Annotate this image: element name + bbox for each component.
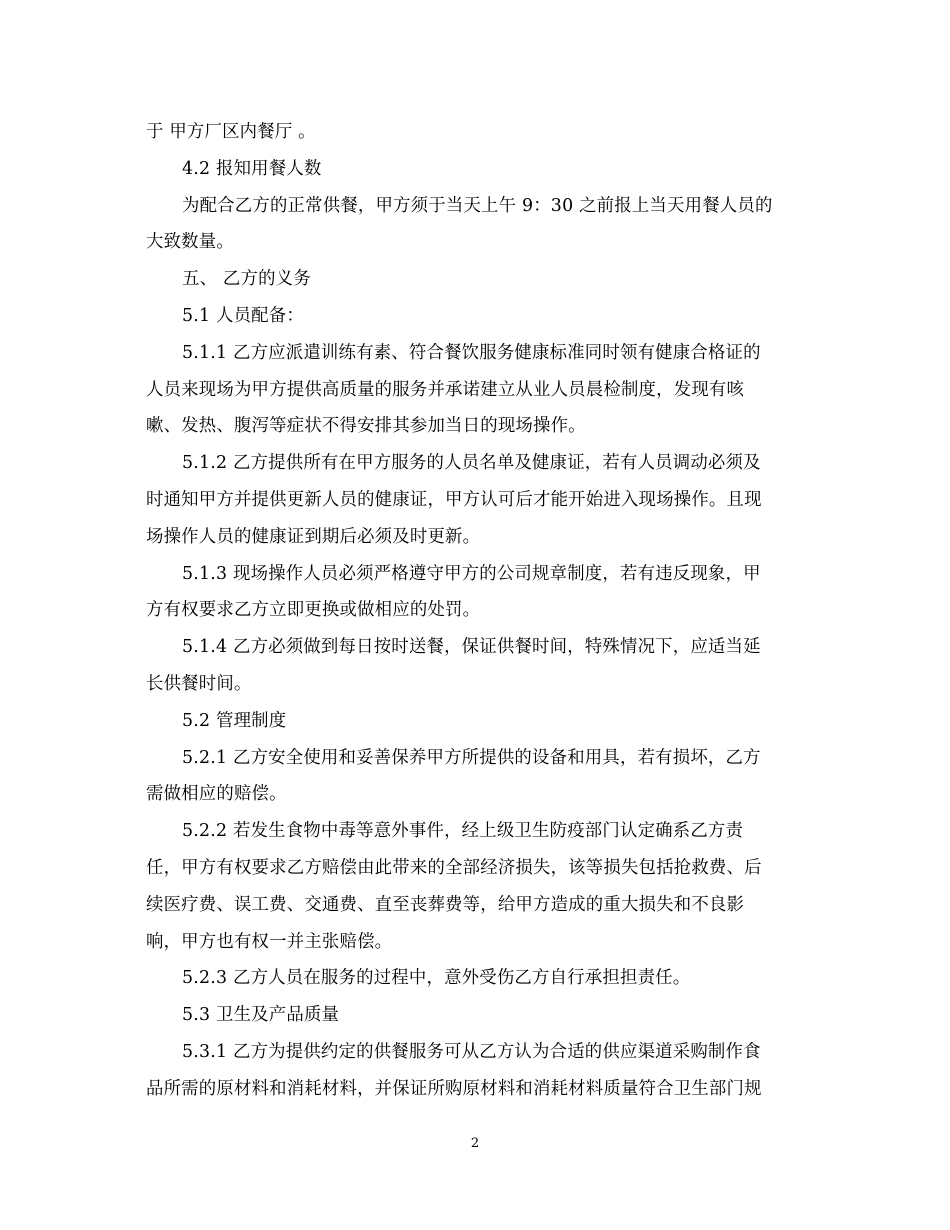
text-line: 5.2.2 若发生食物中毒等意外事件，经上级卫生防疫部门认定确系乙方责 bbox=[182, 821, 744, 842]
text-line: 方有权要求乙方立即更换或做相应的处罚。 bbox=[146, 600, 481, 621]
text-line: 场操作人员的健康证到期后必须及时更新。 bbox=[146, 526, 481, 547]
text-line: 长供餐时间。 bbox=[146, 673, 252, 694]
text-line: 5.1.3 现场操作人员必须严格遵守甲方的公司规章制度，若有违反现象，甲 bbox=[182, 563, 761, 584]
page-number: 2 bbox=[470, 1136, 480, 1151]
text-line: 5.1.1 乙方应派遣训练有素、符合餐饮服务健康标准同时领有健康合格证的 bbox=[182, 342, 761, 363]
section-heading: 5.1 人员配备： bbox=[182, 305, 304, 326]
text-line: 响，甲方也有权一并主张赔偿。 bbox=[146, 931, 393, 952]
text-line: 于 甲方厂区内餐厅 。 bbox=[146, 122, 316, 142]
section-heading: 五、 乙方的义务 bbox=[182, 269, 311, 290]
document-body bbox=[146, 114, 808, 1108]
section-heading: 4.2 报知用餐人数 bbox=[182, 158, 322, 179]
text-line: 品所需的原材料和消耗材料，并保证所购原材料和消耗材料质量符合卫生部门规 bbox=[146, 1078, 762, 1099]
text-line: 续医疗费、误工费、交通费、直至丧葬费等，给甲方造成的重大损失和不良影 bbox=[146, 894, 745, 915]
text-line: 时通知甲方并提供更新人员的健康证，甲方认可后才能开始进入现场操作。且现 bbox=[146, 489, 762, 510]
text-line: 5.1.4 乙方必须做到每日按时送餐，保证供餐时间，特殊情况下，应适当延 bbox=[182, 637, 761, 658]
text-line: 嗽、发热、腹泻等症状不得安排其参加当日的现场操作。 bbox=[146, 416, 586, 437]
section-heading: 5.2 管理制度 bbox=[182, 710, 287, 731]
text-line: 5.2.1 乙方安全使用和妥善保养甲方所提供的设备和用具，若有损坏，乙方 bbox=[182, 747, 761, 768]
text-line: 任，甲方有权要求乙方赔偿由此带来的全部经济损失，该等损失包括抢救费、后 bbox=[146, 857, 762, 878]
text-line: 人员来现场为甲方提供高质量的服务并承诺建立从业人员晨检制度，发现有咳 bbox=[146, 379, 745, 400]
text-line: 为配合乙方的正常供餐，甲方须于当天上午 9：30 之前报上当天用餐人员的 bbox=[182, 195, 773, 216]
text-line: 5.2.3 乙方人员在服务的过程中，意外受伤乙方自行承担担责任。 bbox=[182, 968, 691, 989]
text-line: 5.1.2 乙方提供所有在甲方服务的人员名单及健康证，若有人员调动必须及 bbox=[182, 453, 761, 474]
section-heading: 5.3 卫生及产品质量 bbox=[182, 1005, 340, 1026]
text-line: 5.3.1 乙方为提供约定的供餐服务可从乙方认为合适的供应渠道采购制作食 bbox=[182, 1041, 761, 1062]
text-line: 需做相应的赔偿。 bbox=[146, 784, 287, 805]
text-line: 大致数量。 bbox=[146, 232, 234, 253]
